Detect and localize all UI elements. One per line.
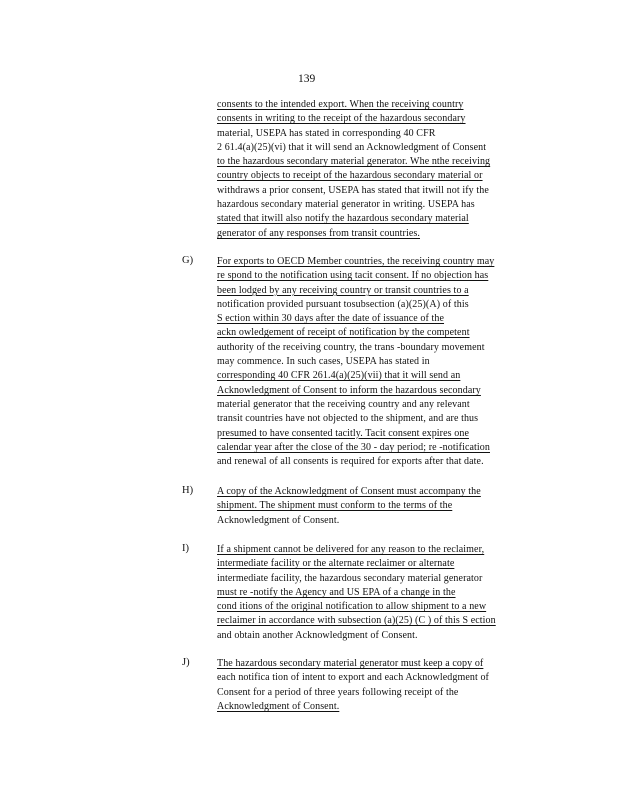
text-line: ackn owledgement of receipt of notification by the competent [217,327,470,339]
text-line: authority of the receiving country, the trans -boundary movement [217,341,485,353]
text-line: generator of any responses from transit countries. [217,227,420,239]
text-line: and obtain another Acknowledgment of Consent. [217,629,418,641]
text-line: presumed to have consented tacitly. Tacit consent expires one [217,427,469,439]
text-line: notification provided pursuant tosubsection (a)(25)(A) of this [217,298,469,310]
text-line: and renewal of all consents is required for exports after that date. [217,456,484,468]
intro-lines [217,98,542,241]
text-line: country objects to receipt of the hazardous secondary material or [217,170,483,182]
text-line: calendar year after the close of the 30 - day period; re -notification [217,441,490,453]
text-line: may commence. In such cases, USEPA has stated in [217,356,430,368]
page-number: 139 [298,73,316,85]
section-text [217,657,542,714]
text-line: material generator that the receiving country and any relevant [217,398,470,410]
text-line: Consent for a period of three years following receipt of the [217,686,459,698]
text-line: The hazardous secondary material generator must keep a copy of [217,658,484,669]
text-line: corresponding 40 CFR 261.4(a)(25)(vii) that it will send an [217,370,461,382]
text-line: shipment. The shipment must conform to the terms of the [217,500,453,512]
text-line: intermediate facility, the hazardous secondary material generator [217,572,483,584]
text-line: S ection within 30 days after the date of issuance of the [217,313,445,325]
text-line: reclaimer in accordance with subsection (a)(25) (C ) of this S ection [217,615,496,627]
text-line: transit countries have not objected to the shipment, and are thus [217,413,479,425]
text-line: consents to the intended export. When the receiving country [217,99,464,110]
section-text [217,255,542,469]
section-label: H) [182,485,194,496]
text-line: consents in writing to the receipt of the hazardous secondary [217,113,466,125]
text-line: Acknowledgment of Consent to inform the hazardous secondary [217,384,481,396]
section-label: I) [182,543,189,554]
text-line: Acknowledgment of Consent. [217,700,340,712]
section-label: J) [182,657,190,668]
text-line: material, USEPA has stated in corresponding 40 CFR [217,127,436,139]
text-line: intermediate facility or the alternate reclaimer or alternate [217,558,455,570]
text-line: 2 61.4(a)(25)(vi) that it will send an Acknowledgment of Consent [217,141,487,153]
text-line: stated that itwill also notify the hazardous secondary material [217,213,469,225]
section-text [217,543,542,643]
text-line: cond itions of the original notification to allow shipment to a new [217,601,487,613]
text-line: to the hazardous secondary material generator. Whe nthe receiving [217,156,491,168]
text-line: been lodged by any receiving country or transit countries to a [217,284,469,296]
text-line: For exports to OECD Member countries, the receiving country may [217,256,495,267]
text-line: hazardous secondary material generator in writing. USEPA has [217,199,475,211]
text-line: A copy of the Acknowledgment of Consent must accompany the [217,486,481,497]
text-line: each notifica tion of intent to export and each Acknowledgment of [217,672,489,684]
text-line: Acknowledgment of Consent. [217,514,340,526]
section-text [217,485,542,528]
text-line: re spond to the notification using tacit consent. If no objection has [217,270,489,282]
section-label: G) [182,255,194,266]
text-line: If a shipment cannot be delivered for any reason to the reclaimer, [217,544,485,555]
text-line: must re -notify the Agency and US EPA of a change in the [217,586,456,598]
text-line: withdraws a prior consent, USEPA has stated that itwill not ify the [217,184,489,196]
